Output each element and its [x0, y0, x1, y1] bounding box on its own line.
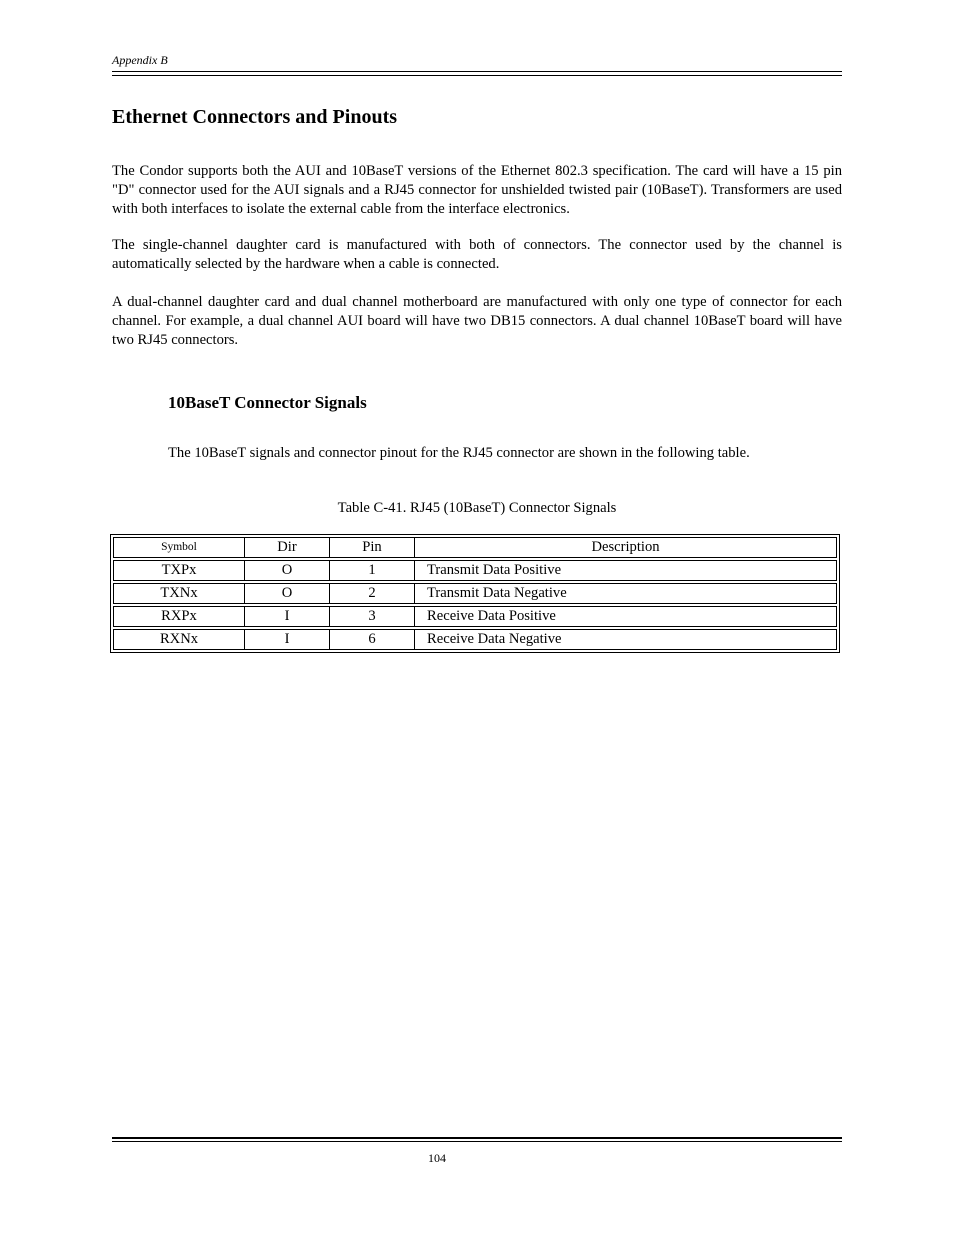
table-caption: Table C-41. RJ45 (10BaseT) Connector Signals — [337, 500, 617, 516]
column-header-symbol: Symbol — [113, 537, 244, 558]
running-head: Appendix B — [112, 53, 168, 67]
header-rule — [112, 71, 842, 72]
cell-description: Receive Data Negative — [414, 629, 837, 650]
cell-pin: 3 — [329, 606, 414, 627]
table-row — [113, 606, 837, 627]
section-title: Ethernet Connectors and Pinouts — [112, 106, 398, 128]
paragraph-aui-10baset: The Condor supports both the AUI and 10BaseT versions of the Ethernet 802.3 specification. The card will have a 15 pin "D" connector used for the AUI signals and a RJ45 connector for unshielded twisted pair (10BaseT). Transformers are used with both interfaces to isolate the external cable from the interface electronics. — [112, 163, 842, 217]
cell-dir: I — [244, 606, 329, 627]
cell-pin: 1 — [329, 560, 414, 581]
cell-pin: 2 — [329, 583, 414, 604]
column-header-dir: Dir — [244, 537, 329, 558]
cell-pin: 6 — [329, 629, 414, 650]
column-header-description: Description — [414, 537, 837, 558]
footer-rule — [112, 1137, 842, 1139]
table-row — [113, 629, 837, 650]
cell-symbol: TXPx — [113, 560, 244, 581]
cell-symbol: RXPx — [113, 606, 244, 627]
footer-rule-secondary — [112, 1141, 842, 1142]
paragraph-single-channel: The single-channel daughter card is manufactured with both of connectors. The connector used by the channel is automatically selected by the hardware when a cable is connected. — [112, 237, 842, 272]
page-number: 104 — [428, 1151, 446, 1165]
table-header-row — [113, 537, 837, 558]
connector-signals-table — [110, 534, 840, 653]
cell-symbol: RXNx — [113, 629, 244, 650]
cell-symbol: TXNx — [113, 583, 244, 604]
cell-description: Transmit Data Positive — [414, 560, 837, 581]
subsection-title: 10BaseT Connector Signals — [168, 393, 367, 412]
paragraph-dual-channel: A dual-channel daughter card and dual channel motherboard are manufactured with only one type of connector for each channel. For example, a dual channel AUI board will have two DB15 connectors. A dual channel 10BaseT board will have two RJ45 connectors. — [112, 294, 842, 348]
table-row — [113, 560, 837, 581]
signals-table-grid — [113, 535, 837, 652]
cell-dir: O — [244, 560, 329, 581]
header-rule-secondary — [112, 75, 842, 76]
cell-description: Transmit Data Negative — [414, 583, 837, 604]
subsection-intro: The 10BaseT signals and connector pinout for the RJ45 connector are shown in the following table. — [168, 445, 750, 461]
table-row — [113, 583, 837, 604]
column-header-pin: Pin — [329, 537, 414, 558]
cell-description: Receive Data Positive — [414, 606, 837, 627]
cell-dir: O — [244, 583, 329, 604]
cell-dir: I — [244, 629, 329, 650]
